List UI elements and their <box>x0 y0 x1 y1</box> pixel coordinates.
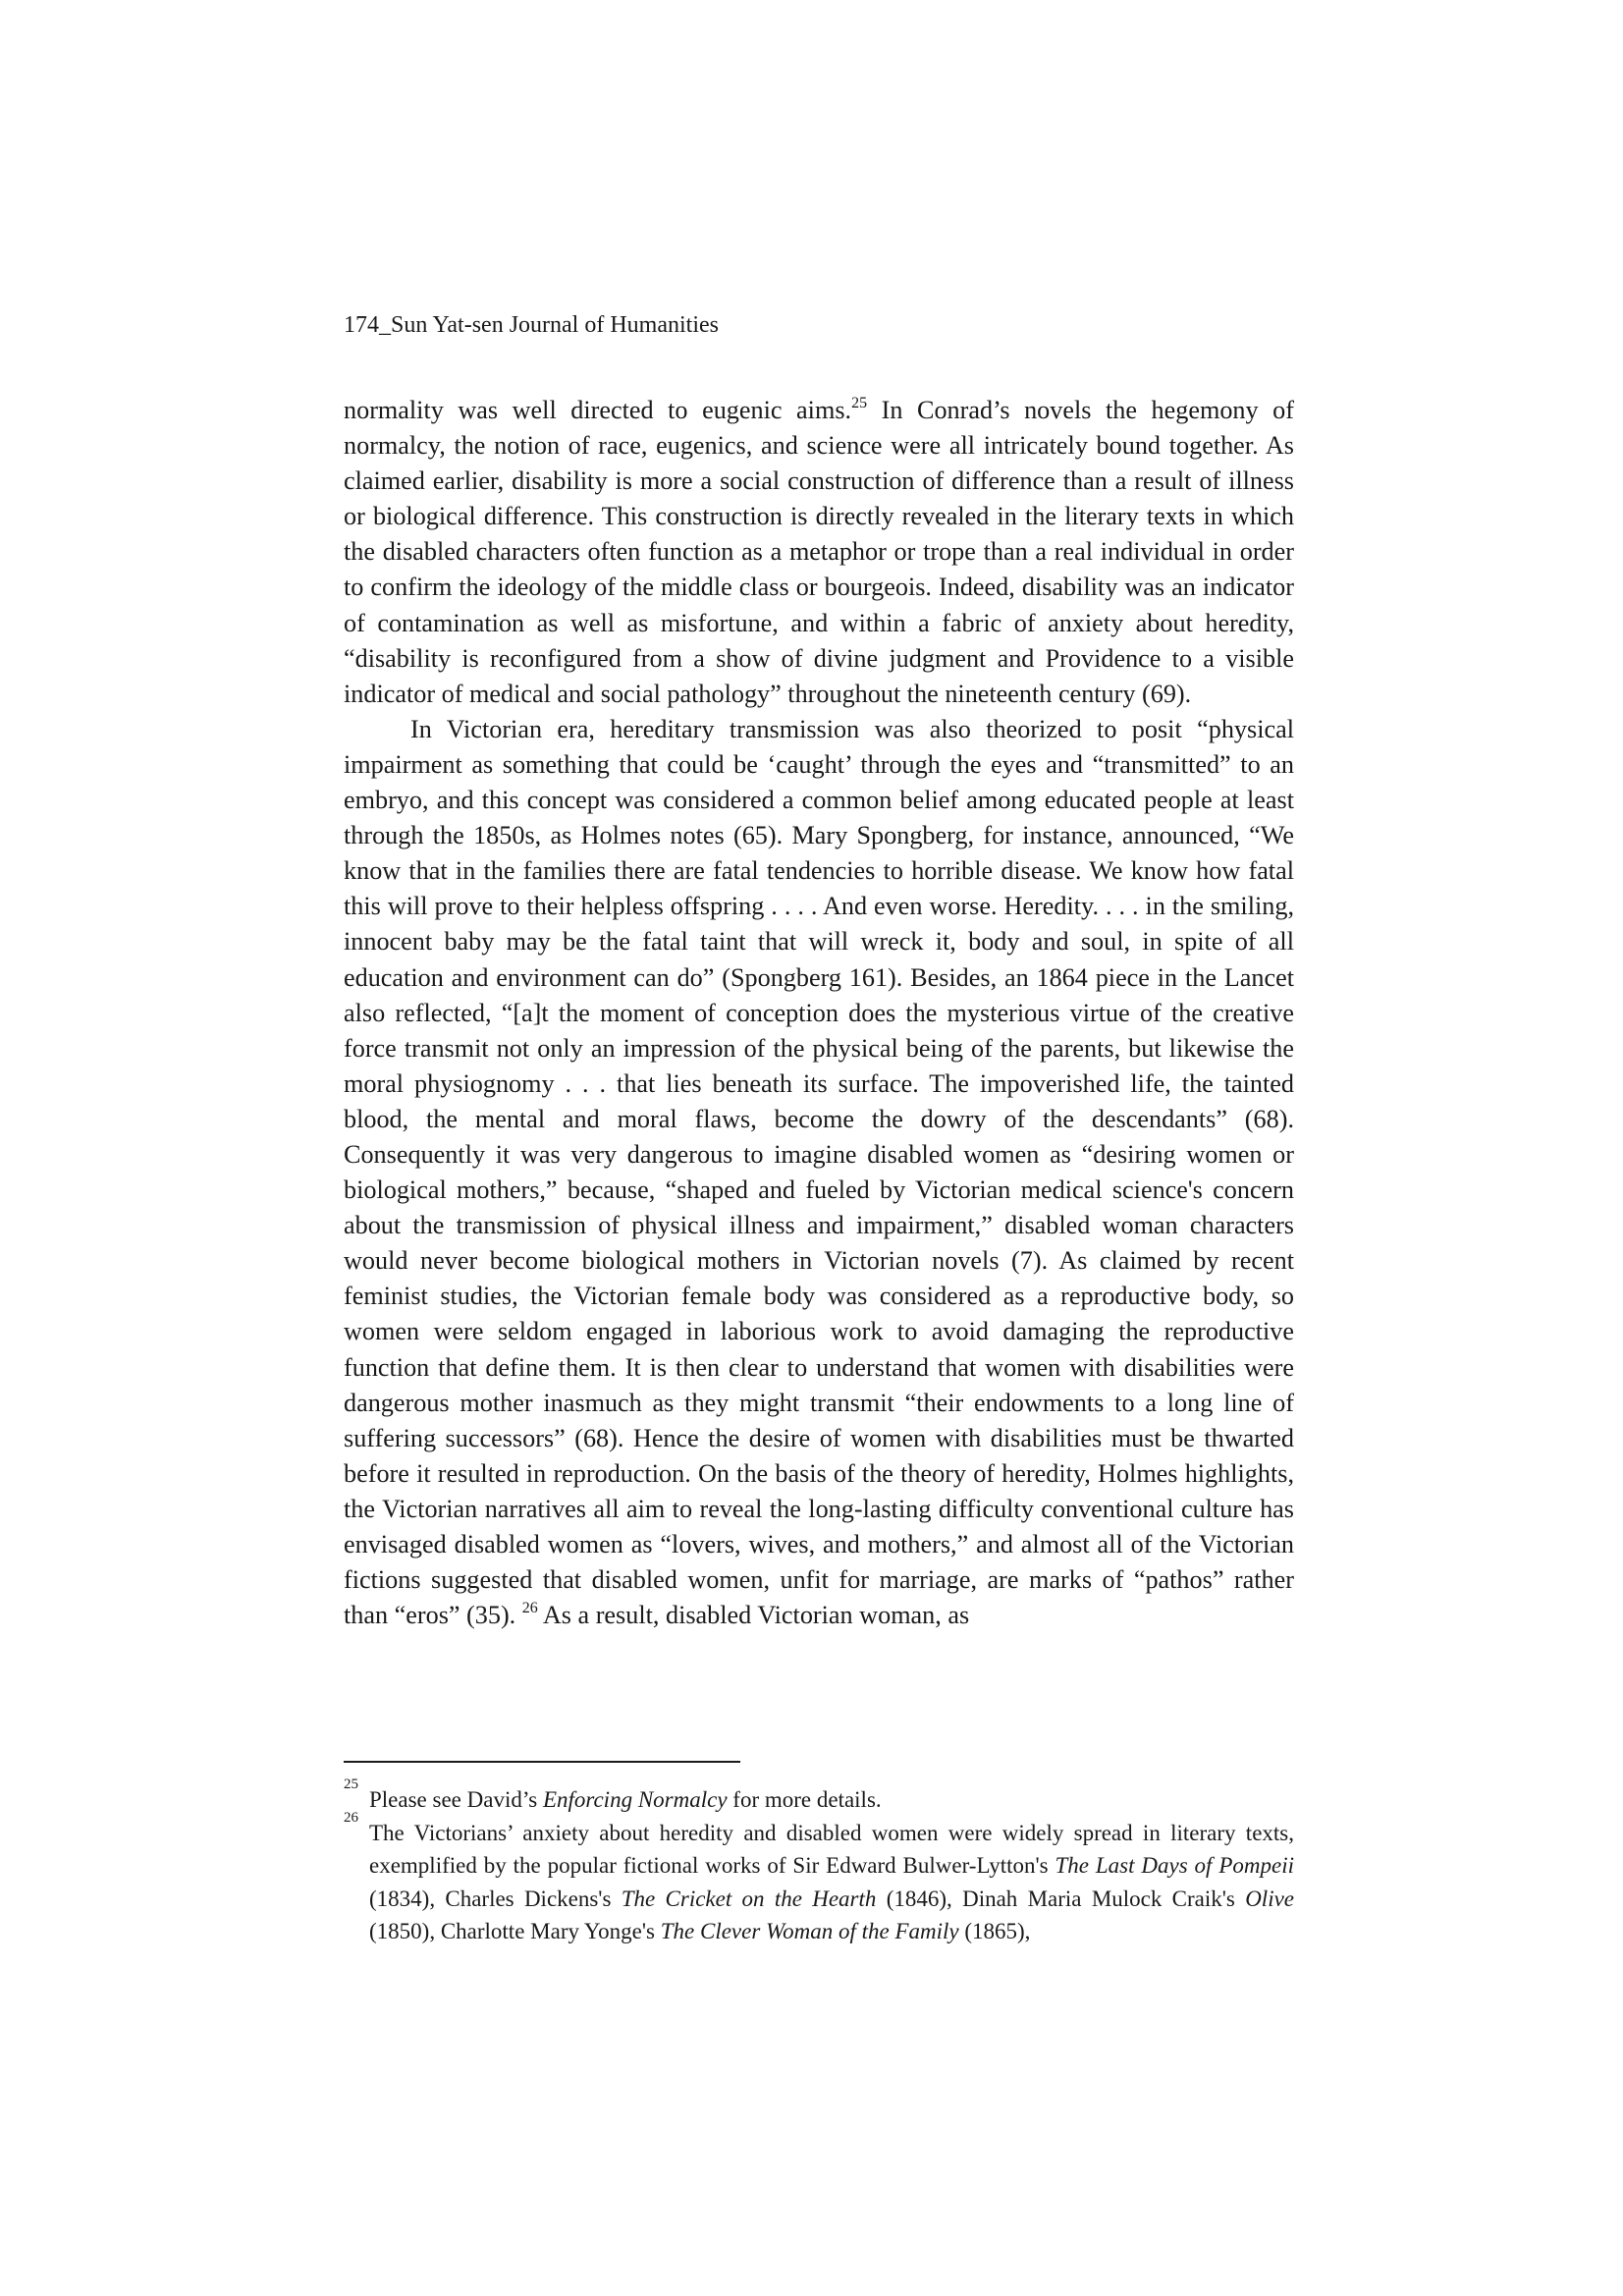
footnote-text: (1834), Charles Dickens's <box>369 1886 622 1911</box>
paragraph-2 <box>344 712 1294 1633</box>
footnotes <box>344 1777 1294 1948</box>
footnote-text: The Victorians’ anxiety about heredity and disabled women were widely spread in literary texts, exemplified by the popular fictional works of Sir Edward Bulwer-Lytton's <box>369 1820 1294 1878</box>
footnote-text: Please see David’s <box>369 1787 543 1812</box>
footnote-title-italic: Enforcing Normalcy <box>542 1787 728 1812</box>
footnote-number: 26 <box>344 1809 358 1826</box>
paragraph-2-text-b: As a result, disabled Victorian woman, as <box>537 1601 970 1630</box>
footnote-body <box>357 1783 1294 1817</box>
footnote-body <box>357 1817 1294 1948</box>
footnote-text: (1850), Charlotte Mary Yonge's <box>369 1919 661 1943</box>
footnote-text: (1865), <box>958 1919 1031 1943</box>
footnote-text: for more details. <box>727 1787 882 1812</box>
footnote-text: (1846), Dinah Maria Mulock Craik's <box>876 1886 1246 1911</box>
footnote-ref-26[interactable]: 26 <box>521 1600 538 1617</box>
body-text <box>344 393 1294 1633</box>
paragraph-1-text-a: normality was well directed to eugenic aims. <box>344 396 852 424</box>
footnote-26 <box>344 1809 1294 1948</box>
footnote-title-italic: The Clever Woman of the Family <box>660 1919 959 1943</box>
paragraph-1 <box>344 393 1294 712</box>
footnote-title-italic: Olive <box>1245 1886 1294 1911</box>
footnote-title-italic: The Last Days of Pompeii <box>1055 1853 1294 1878</box>
footnote-divider <box>344 1761 740 1763</box>
footnote-number: 25 <box>344 1777 358 1792</box>
footnote-25 <box>344 1777 1294 1817</box>
paragraph-2-text-a: In Victorian era, hereditary transmission was also theorized to posit “physical impairment as something that could be ‘caught’ through the eyes and “transmitted” to an embryo, and this concept was considered a common belief among educated people at least through the 1850s, as Holmes notes (65). Mary Spongberg, for instance, announced, “We know that in the families there are fatal tendencies to horrible disease. We know how fatal this will prove to their helpless offspring . . . . And even worse. Heredity. . . . in the smiling, innocent baby may be the fatal taint that will wreck it, body and soul, in spite of all education and environment can do” (Spongberg 161). Besides, an 1864 piece in the Lancet also reflected, “[a]t the moment of conception does the mysterious virtue of the creative force transmit not only an impression of the physical being of the parents, but likewise the moral physiognomy . . . that lies beneath its surface. The impoverished life, the tainted blood, the mental and moral flaws, become the dowry of the descendants” (68). Consequently it was very dangerous to imagine disabled women as “desiring women or biological mothers,” because, “shaped and fueled by Victorian medical science's concern about the transmission of physical illness and impairment,” disabled woman characters would never become biological mothers in Victorian novels (7). As claimed by recent feminist studies, the Victorian female body was considered as a reproductive body, so women were seldom engaged in laborious work to avoid damaging the reproductive function that define them. It is then clear to understand that women with disabilities were dangerous mother inasmuch as they might transmit “their endowments to a long line of suffering successors” (68). Hence the desire of women with disabilities must be thwarted before it resulted in reproduction. On the basis of the theory of heredity, Holmes highlights, the Victorian narratives all aim to reveal the long-lasting difficulty conventional culture has envisaged disabled women as “lovers, wives, and mothers,” and almost all of the Victorian fictions suggested that disabled women, unfit for marriage, are marks of “pathos” rather than “eros” (35). <box>344 714 1294 1630</box>
footnote-ref-25[interactable]: 25 <box>851 395 868 411</box>
footnote-title-italic: The Cricket on the Hearth <box>621 1886 877 1911</box>
paragraph-1-text-b: In Conrad’s novels the hegemony of normalcy, the notion of race, eugenics, and science were all intricately bound together. As claimed earlier, disability is more a social construction of difference than a result of illness or biological difference. This construction is directly revealed in the literary texts in which the disabled characters often function as a metaphor or trope than a real individual in order to confirm the ideology of the middle class or bourgeois. Indeed, disability was an indicator of contamination as well as misfortune, and within a fabric of anxiety about heredity, “disability is reconfigured from a show of divine judgment and Providence to a visible indicator of medical and social pathology” throughout the nineteenth century (69). <box>344 396 1294 708</box>
running-head: 174_Sun Yat-sen Journal of Humanities <box>344 312 719 338</box>
